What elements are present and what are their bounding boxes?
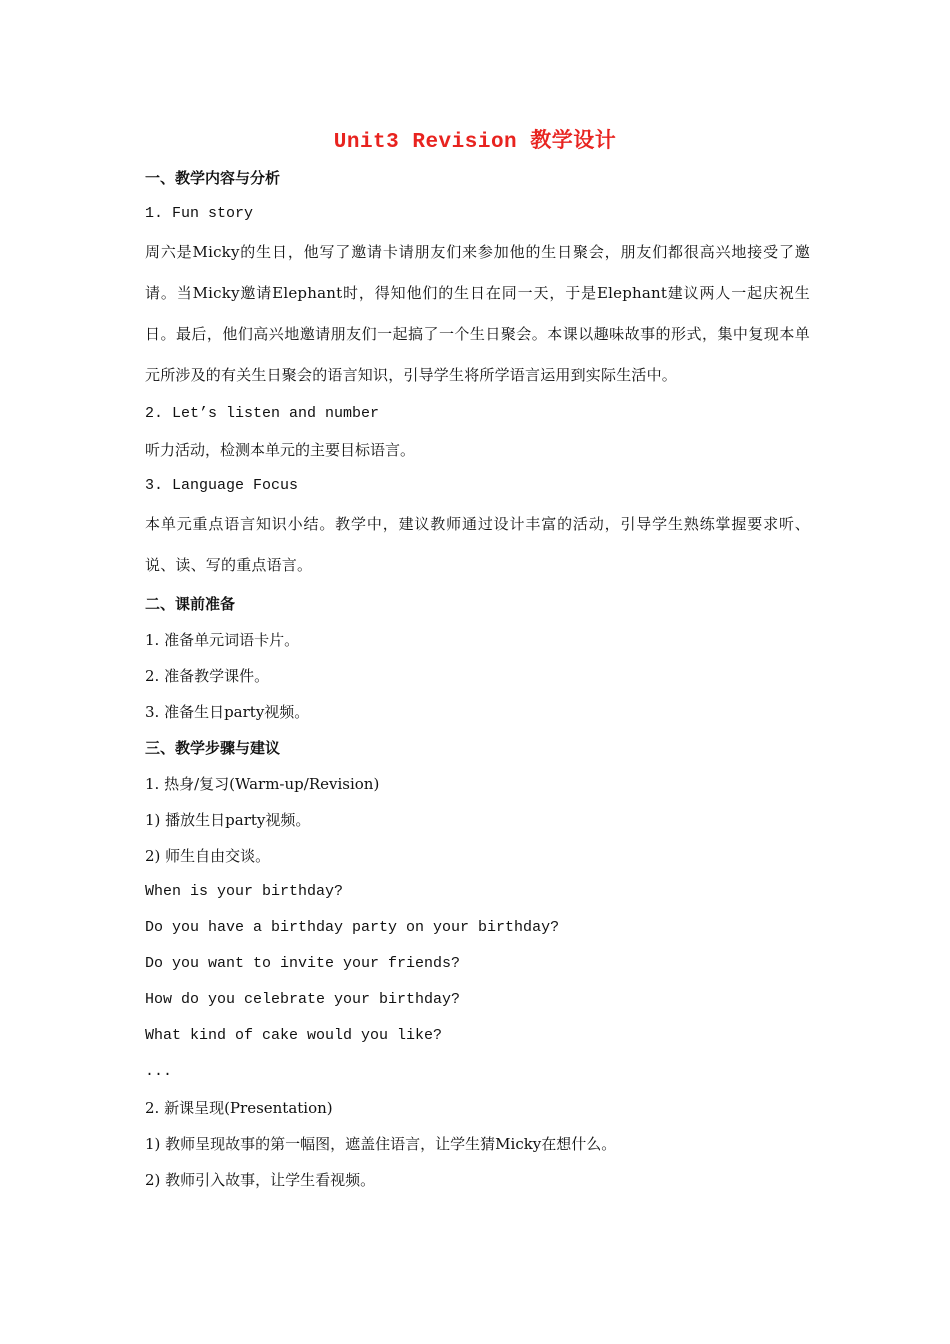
item-listen-number: 2. Let’s listen and number — [145, 405, 380, 422]
paragraph-fun-story: 周六是Micky的生日，他写了邀请卡请朋友们来参加他的生日聚会，朋友们都很高兴地接受了邀请。当Micky邀请Elephant时，得知他们的生日在同一天，于是Elephant建议两人一起庆祝生日。最后，他们高兴地邀请朋友们一起搞了一个生日聚会。本课以趣味故事的形式，集中复现本单元所涉及的有关生日聚会的语言知识，引导学生将所学语言运用到实际生活中。 — [145, 243, 810, 384]
document-body — [145, 160, 810, 1198]
question-line: What kind of cake would you like? — [145, 1027, 443, 1044]
step-item: 2) 教师引入故事，让学生看视频。 — [145, 1171, 376, 1189]
prep-item: 1. 准备单元词语卡片。 — [145, 631, 300, 649]
section-heading-steps: 三、教学步骤与建议 — [145, 739, 281, 757]
section-heading-content-analysis: 一、教学内容与分析 — [145, 169, 281, 187]
step-item: 2) 师生自由交谈。 — [145, 847, 271, 865]
prep-item: 3. 准备生日party视频。 — [145, 703, 310, 721]
section-heading-preparation: 二、课前准备 — [145, 595, 236, 613]
prep-item: 2. 准备教学课件。 — [145, 667, 270, 685]
question-line: Do you have a birthday party on your birthday? — [145, 919, 560, 936]
item-language-focus: 3. Language Focus — [145, 477, 299, 494]
step-item: 1) 教师呈现故事的第一幅图，遮盖住语言，让学生猜Micky在想什么。 — [145, 1135, 617, 1153]
document-title: Unit3 Revision 教学设计 — [333, 131, 617, 154]
question-line: How do you celebrate your birthday? — [145, 991, 461, 1008]
paragraph-language-focus: 本单元重点语言知识小结。教学中，建议教师通过设计丰富的活动，引导学生熟练掌握要求听、说、读、写的重点语言。 — [145, 515, 810, 574]
question-line: Do you want to invite your friends? — [145, 955, 461, 972]
step-warm-up: 1. 热身/复习(Warm-up/Revision) — [145, 775, 380, 793]
paragraph-listen-number: 听力活动，检测本单元的主要目标语言。 — [145, 441, 416, 459]
item-fun-story: 1. Fun story — [145, 205, 254, 222]
ellipsis-line: ... — [145, 1063, 173, 1080]
question-line: When is your birthday? — [145, 883, 344, 900]
step-presentation: 2. 新课呈现(Presentation) — [145, 1099, 333, 1117]
step-item: 1) 播放生日party视频。 — [145, 811, 311, 829]
